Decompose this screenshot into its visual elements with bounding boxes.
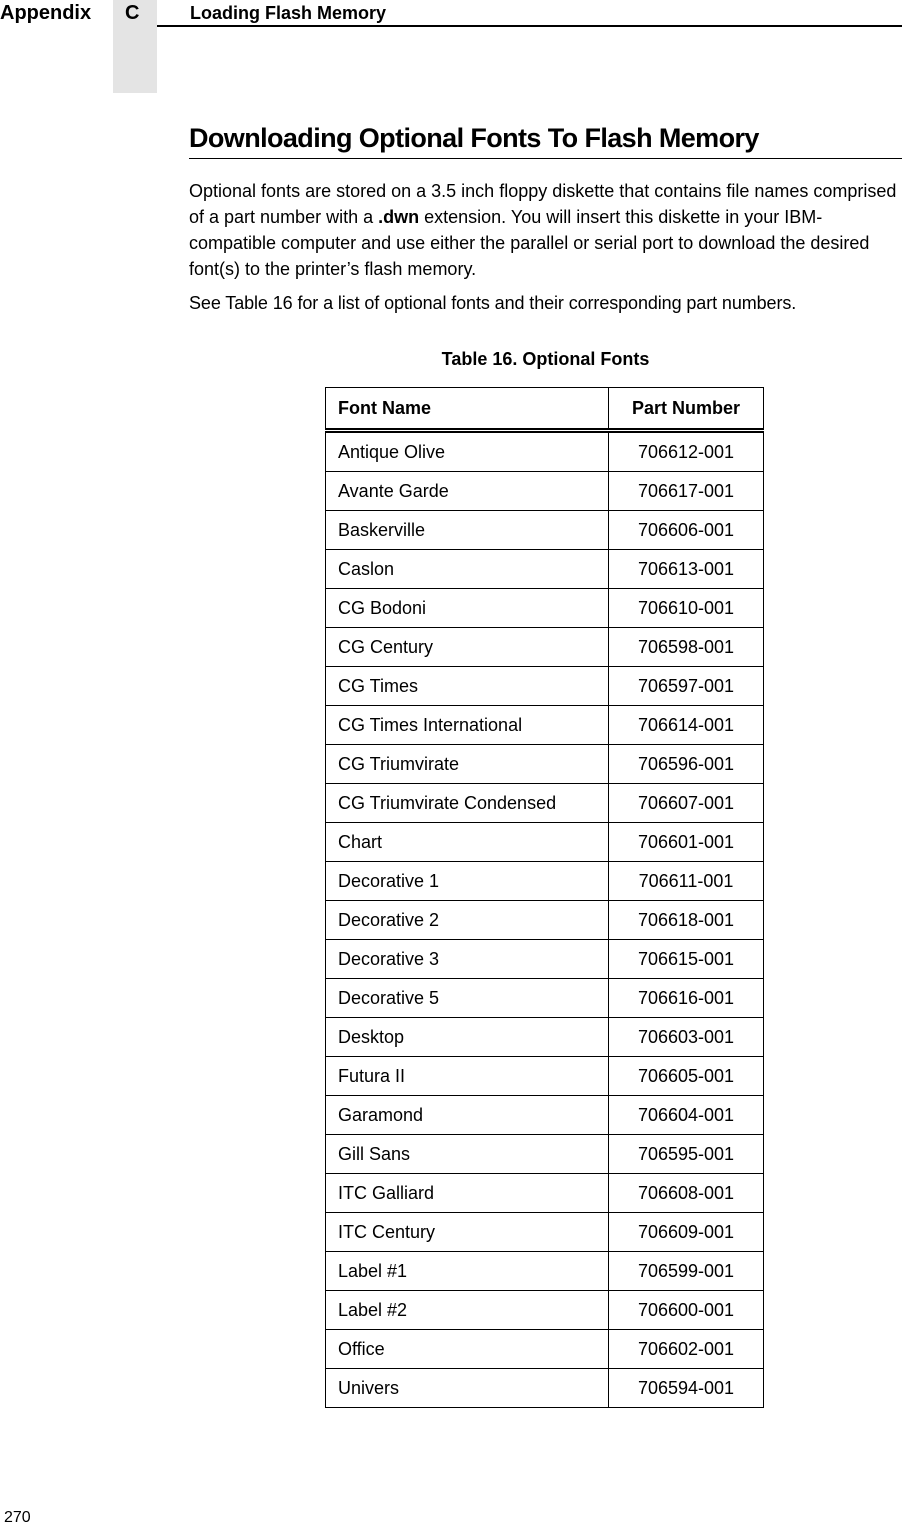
font-name-cell: Office	[326, 1330, 609, 1369]
page-number: 270	[4, 1509, 31, 1526]
font-name-cell: ITC Galliard	[326, 1174, 609, 1213]
part-number-cell: 706600-001	[609, 1291, 764, 1330]
font-name-cell: Label #2	[326, 1291, 609, 1330]
column-header-font-name: Font Name	[326, 388, 609, 431]
font-name-cell: Decorative 3	[326, 940, 609, 979]
font-name-cell: Univers	[326, 1369, 609, 1408]
part-number-cell: 706595-001	[609, 1135, 764, 1174]
table-body	[326, 431, 764, 1408]
font-name-cell: Decorative 1	[326, 862, 609, 901]
table-row	[326, 550, 764, 589]
part-number-cell: 706596-001	[609, 745, 764, 784]
part-number-cell: 706605-001	[609, 1057, 764, 1096]
font-name-cell: CG Century	[326, 628, 609, 667]
table-row	[326, 431, 764, 472]
font-name-cell: Desktop	[326, 1018, 609, 1057]
intro-text-after: extension. You will insert this diskette in your IBM-compatible computer and use either the parallel or serial port to download the desired font(s) to the printer’s flash memory.	[189, 207, 870, 279]
part-number-cell: 706615-001	[609, 940, 764, 979]
table-row	[326, 1135, 764, 1174]
font-name-cell: CG Times	[326, 667, 609, 706]
font-name-cell: Avante Garde	[326, 472, 609, 511]
part-number-cell: 706599-001	[609, 1252, 764, 1291]
table-row	[326, 628, 764, 667]
optional-fonts-table	[325, 387, 764, 1408]
column-header-part-number: Part Number	[609, 388, 764, 431]
part-number-cell: 706617-001	[609, 472, 764, 511]
part-number-cell: 706601-001	[609, 823, 764, 862]
font-name-cell: Chart	[326, 823, 609, 862]
table-row	[326, 979, 764, 1018]
table-row	[326, 784, 764, 823]
font-name-cell: Decorative 5	[326, 979, 609, 1018]
font-name-cell: Caslon	[326, 550, 609, 589]
file-extension: .dwn	[378, 207, 420, 227]
font-name-cell: Decorative 2	[326, 901, 609, 940]
part-number-cell: 706612-001	[609, 431, 764, 472]
running-header-section: Loading Flash Memory	[190, 3, 387, 23]
table-row	[326, 901, 764, 940]
part-number-cell: 706594-001	[609, 1369, 764, 1408]
part-number-cell: 706614-001	[609, 706, 764, 745]
part-number-cell: 706603-001	[609, 1018, 764, 1057]
appendix-letter: C	[125, 2, 140, 24]
table-row	[326, 1018, 764, 1057]
table-row	[326, 862, 764, 901]
table-caption: Table 16. Optional Fonts	[441, 349, 650, 369]
table-row	[326, 823, 764, 862]
part-number-cell: 706611-001	[609, 862, 764, 901]
font-name-cell: CG Times International	[326, 706, 609, 745]
table-row	[326, 1330, 764, 1369]
table-row	[326, 1252, 764, 1291]
table-row	[326, 1174, 764, 1213]
table-header-row	[326, 388, 764, 431]
font-name-cell: CG Triumvirate Condensed	[326, 784, 609, 823]
header-rule	[157, 25, 902, 27]
table-row	[326, 511, 764, 550]
font-name-cell: Garamond	[326, 1096, 609, 1135]
table-row	[326, 1369, 764, 1408]
font-name-cell: CG Triumvirate	[326, 745, 609, 784]
table-row	[326, 745, 764, 784]
part-number-cell: 706618-001	[609, 901, 764, 940]
font-name-cell: Gill Sans	[326, 1135, 609, 1174]
part-number-cell: 706606-001	[609, 511, 764, 550]
appendix-label: Appendix	[0, 2, 92, 24]
table-reference-paragraph: See Table 16 for a list of optional fonts and their corresponding part numbers.	[189, 293, 797, 313]
font-name-cell: Futura II	[326, 1057, 609, 1096]
table-row	[326, 1291, 764, 1330]
table-row	[326, 1057, 764, 1096]
table-row	[326, 1096, 764, 1135]
table-row	[326, 706, 764, 745]
table-row	[326, 940, 764, 979]
intro-text-before: Optional fonts are stored on a 3.5 inch floppy diskette that contains file names comprised of a part number with a	[189, 181, 897, 227]
table-row	[326, 589, 764, 628]
font-name-cell: CG Bodoni	[326, 589, 609, 628]
part-number-cell: 706602-001	[609, 1330, 764, 1369]
table-row	[326, 1213, 764, 1252]
part-number-cell: 706609-001	[609, 1213, 764, 1252]
font-name-cell: ITC Century	[326, 1213, 609, 1252]
part-number-cell: 706610-001	[609, 589, 764, 628]
font-name-cell: Baskerville	[326, 511, 609, 550]
part-number-cell: 706607-001	[609, 784, 764, 823]
table-row	[326, 472, 764, 511]
part-number-cell: 706604-001	[609, 1096, 764, 1135]
font-name-cell: Label #1	[326, 1252, 609, 1291]
part-number-cell: 706613-001	[609, 550, 764, 589]
table-row	[326, 667, 764, 706]
intro-paragraph	[189, 178, 901, 282]
part-number-cell: 706597-001	[609, 667, 764, 706]
part-number-cell: 706608-001	[609, 1174, 764, 1213]
section-title: Downloading Optional Fonts To Flash Memory	[189, 122, 902, 159]
part-number-cell: 706598-001	[609, 628, 764, 667]
font-name-cell: Antique Olive	[326, 431, 609, 472]
part-number-cell: 706616-001	[609, 979, 764, 1018]
